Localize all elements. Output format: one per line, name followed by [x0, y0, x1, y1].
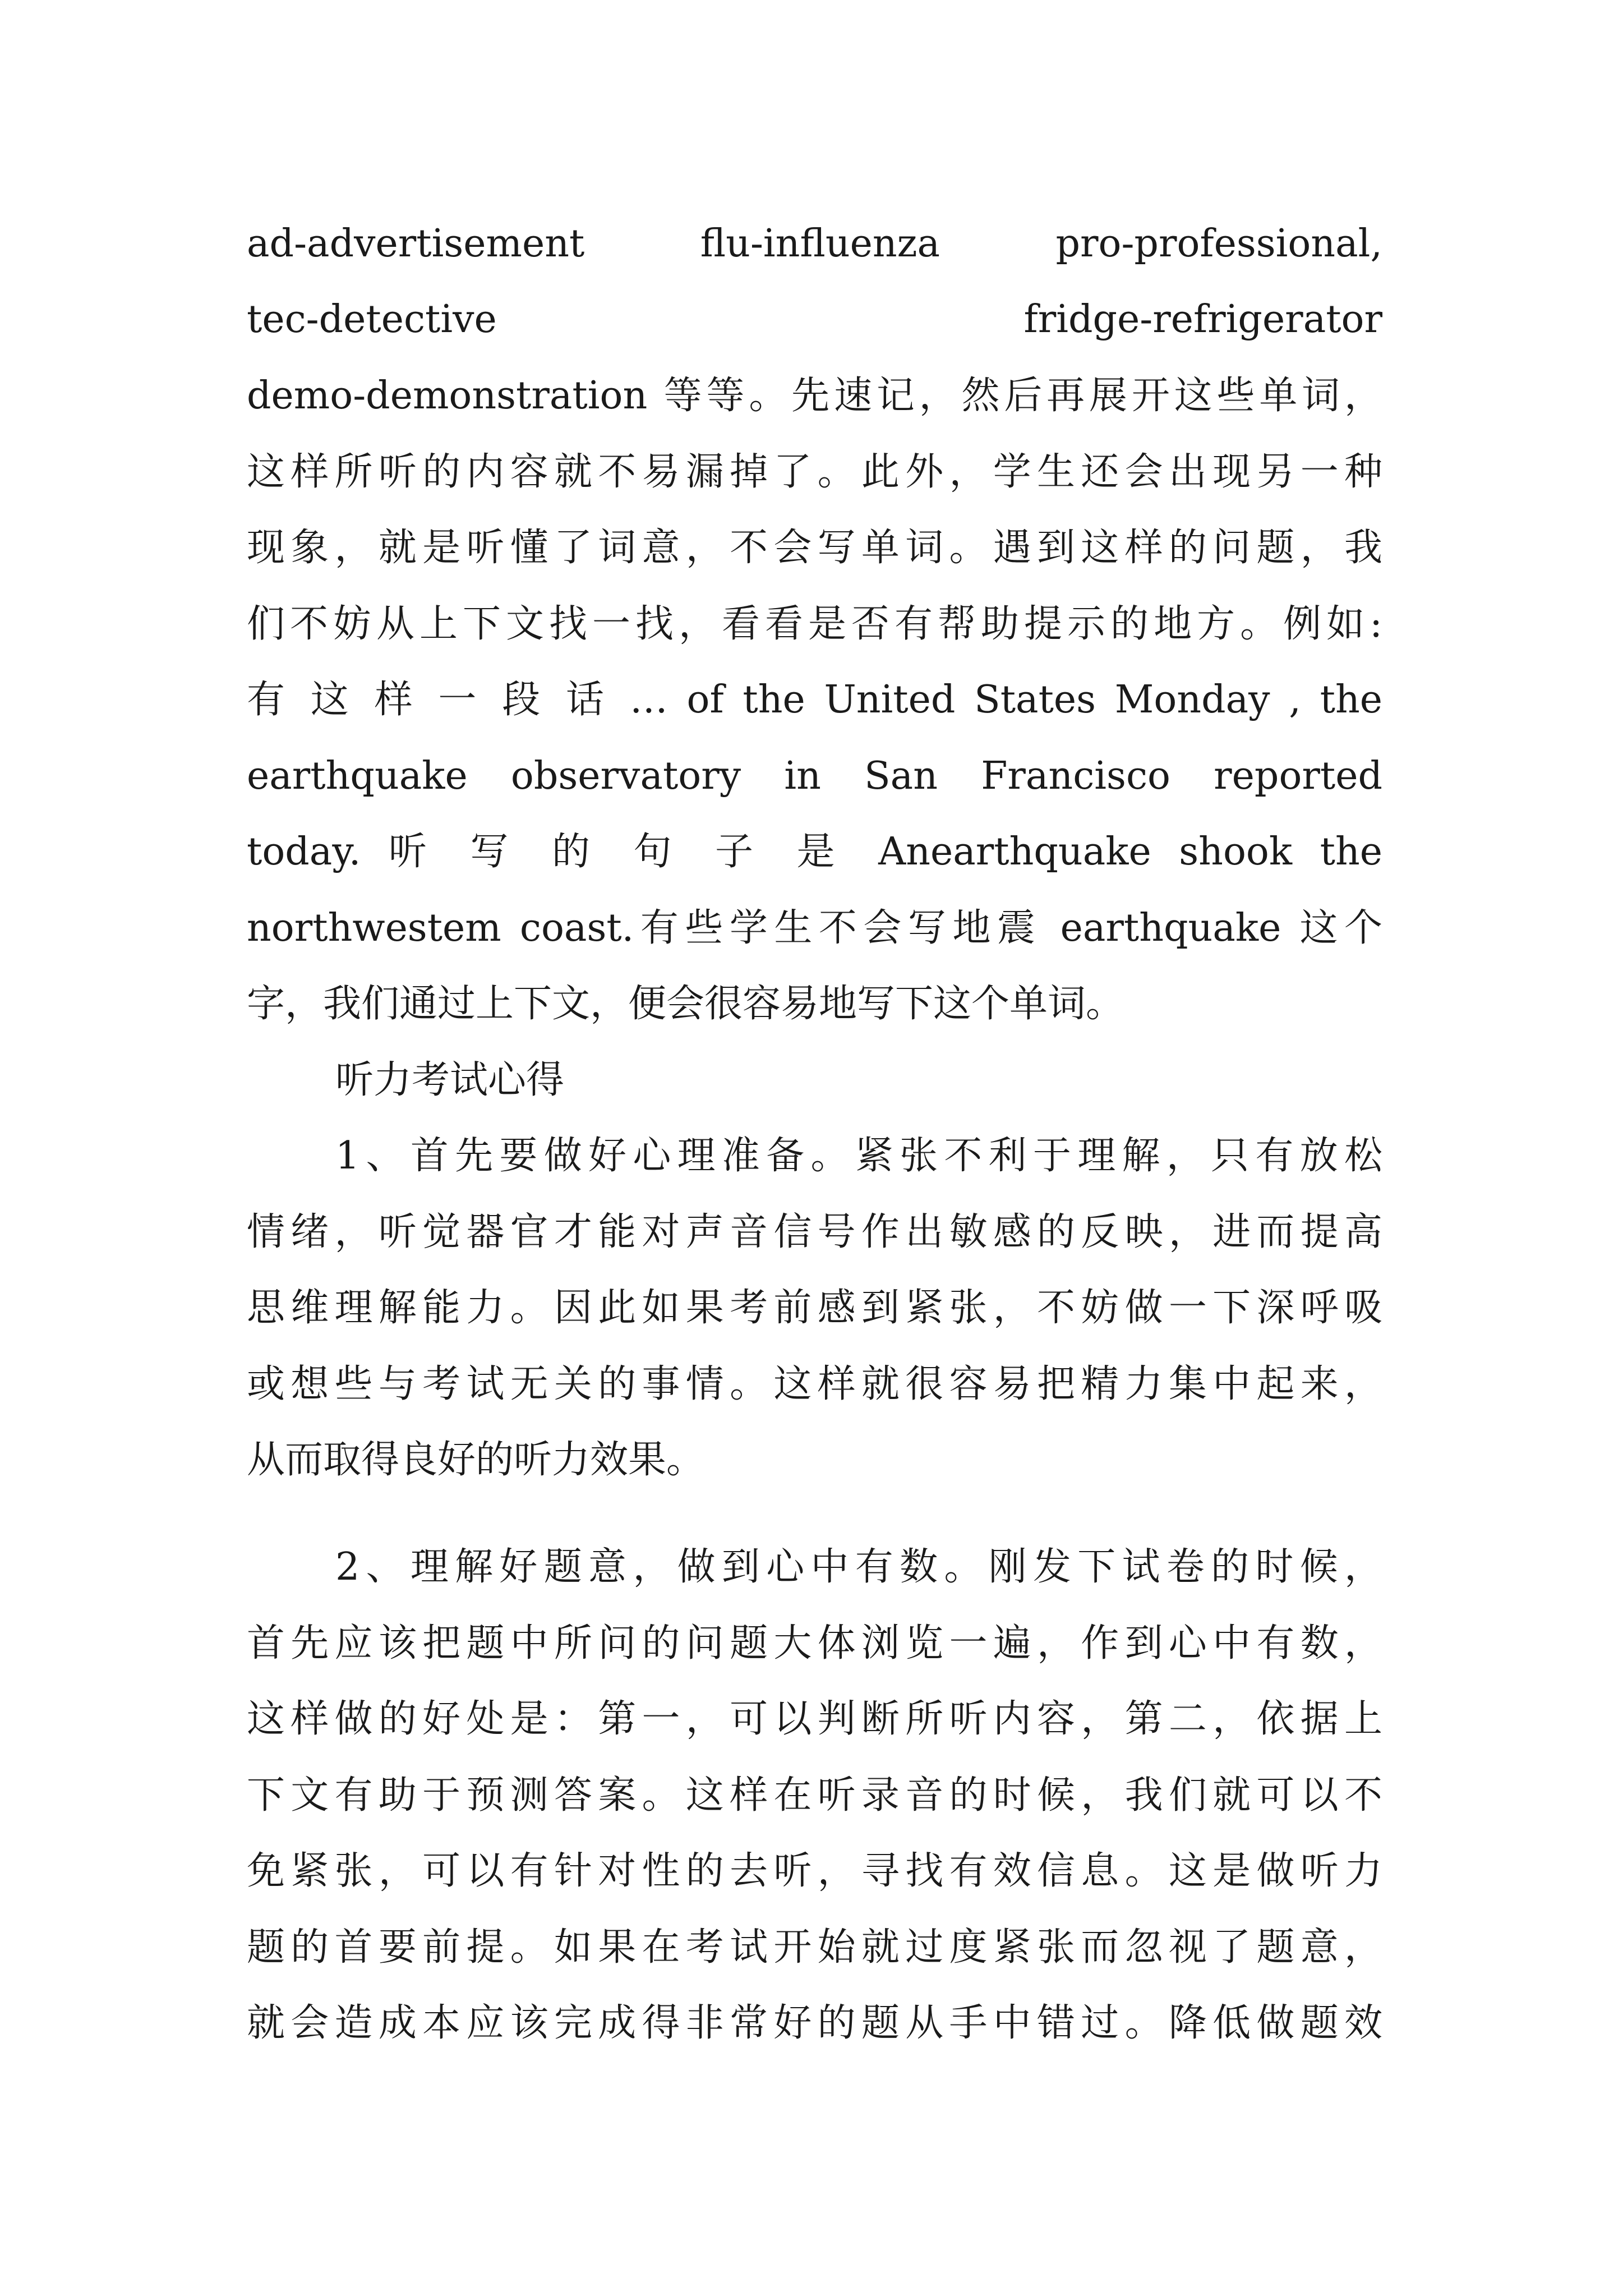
text-line: 首先应该把题中所问的问题大体浏览一遍，作到心中有数，	[247, 1621, 1382, 1665]
text-line: 题的首要前提。如果在考试开始就过度紧张而忽视了题意，	[247, 1925, 1382, 1970]
text-line: today. 听 写 的 句 子 是 Anearthquake shook the	[247, 830, 1382, 874]
section-heading: 听力考试心得	[335, 1058, 565, 1102]
text-line: ad-advertisement flu-influenza pro-professional,	[247, 222, 1382, 266]
text-line: 字，我们通过上下文，便会很容易地写下这个单词。	[247, 982, 1124, 1026]
text-line: tec-detective fridge-refrigerator	[247, 297, 1382, 342]
text-line: 2、理解好题意，做到心中有数。刚发下试卷的时候，	[335, 1545, 1382, 1589]
text-line: 下文有助于预测答案。这样在听录音的时候，我们就可以不	[247, 1773, 1382, 1818]
text-line: earthquake observatory in San Francisco reported	[247, 754, 1382, 798]
text-line: 从而取得良好的听力效果。	[247, 1438, 705, 1482]
text-line: 们不妨从上下文找一找，看看是否有帮助提示的地方。例如:	[247, 602, 1382, 646]
text-line: 1、首先要做好心理准备。紧张不利于理解，只有放松	[335, 1134, 1382, 1178]
text-line: 思维理解能力。因此如果考前感到紧张，不妨做一下深呼吸	[247, 1286, 1382, 1330]
text-line: 或想些与考试无关的事情。这样就很容易把精力集中起来，	[247, 1362, 1382, 1406]
text-line: 情绪，听觉器官才能对声音信号作出敏感的反映，进而提高	[247, 1210, 1382, 1254]
text-line: 就会造成本应该完成得非常好的题从手中错过。降低做题效	[247, 2001, 1382, 2045]
text-line: 现象，就是听懂了词意，不会写单词。遇到这样的问题，我	[247, 526, 1382, 570]
text-line: northwestem coast.有些学生不会写地震 earthquake 这个	[247, 906, 1382, 950]
text-line: 这样所听的内容就不易漏掉了。此外，学生还会出现另一种	[247, 450, 1382, 494]
text-line: demo-demonstration 等等。先速记，然后再展开这些单词，	[247, 374, 1382, 418]
text-line: 免紧张，可以有针对性的去听，寻找有效信息。这是做听力	[247, 1849, 1382, 1893]
text-line: 有 这 样 一 段 话 … of the United States Monday , the	[247, 678, 1382, 722]
text-line: 这样做的好处是：第一，可以判断所听内容，第二，依据上	[247, 1697, 1382, 1741]
